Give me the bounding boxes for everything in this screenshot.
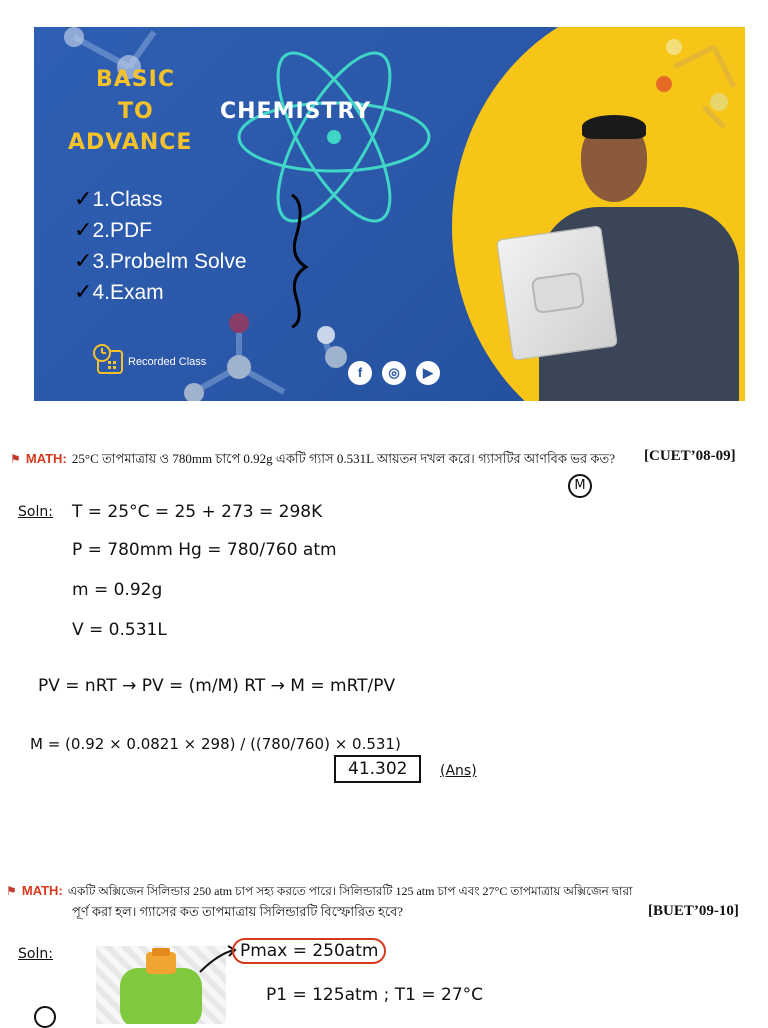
math-label: MATH: <box>21 883 63 898</box>
solution-label: Soln: <box>18 946 53 962</box>
title-line-1: BASIC <box>96 67 175 92</box>
check-icon: ✓ <box>74 218 93 243</box>
check-icon: ✓ <box>74 249 93 274</box>
instagram-icon[interactable]: ◎ <box>382 361 406 385</box>
exam-tag: [CUET’08-09] <box>644 448 736 464</box>
solution-line: PV = nRT → PV = (m/M) RT → M = mRT/PV <box>38 676 396 696</box>
question-text: একটি অক্সিজেন সিলিন্ডার 250 atm চাপ সহ্য করতে পারে। সিলিন্ডারটি 125 atm চাপ এবং 27°C তাপমাত্রায় অক্সিজেন দ্বারা <box>67 884 633 898</box>
feature-item: ✓1.Class <box>74 187 163 212</box>
feature-item: ✓3.Probelm Solve <box>74 249 247 274</box>
feature-item: ✓4.Exam <box>74 280 164 305</box>
solution-label: Soln: <box>18 504 53 520</box>
flag-icon: ⚑ <box>10 452 21 466</box>
exam-tag: [BUET’09-10] <box>648 903 739 919</box>
solution-line: P = 780mm Hg = 780/760 atm <box>72 540 337 560</box>
solution-line: T = 25°C = 25 + 273 = 298K <box>72 502 323 522</box>
play-icon <box>531 272 586 315</box>
solution-line: M = (0.92 × 0.0821 × 298) / ((780/760) × 0.531) <box>30 735 401 753</box>
check-icon: ✓ <box>74 280 93 305</box>
title-line-2: TO <box>118 99 154 124</box>
feature-item: ✓2.PDF <box>74 218 152 243</box>
answer-note: (Ans) <box>440 763 477 779</box>
math2-question-line-2: পূর্ণ করা হল। গ্যাসের কত তাপমাত্রায় সিলিন্ডারটি বিস্ফোরিত হবে? <box>72 904 404 919</box>
feature-list <box>74 187 247 311</box>
solution-line: m = 0.92g <box>72 580 163 600</box>
flag-icon: ⚑ <box>6 884 17 898</box>
check-icon: ✓ <box>74 187 93 212</box>
facebook-icon[interactable]: f <box>348 361 372 385</box>
answer-box: 41.302 <box>334 755 421 783</box>
calendar-clock-icon <box>92 343 124 375</box>
question-text: 25°C তাপমাত্রায় ও 780mm চাপে 0.92g একটি গ্যাস 0.531L আয়তন দখল করে। গ্যাসটির আণবিক ভর কত? <box>71 451 615 466</box>
p1-t1-values: P1 = 125atm ; T1 = 27°C <box>266 985 483 1005</box>
subject-title: CHEMISTRY <box>220 99 372 124</box>
margin-circle <box>34 1006 56 1028</box>
math2-question-line-1 <box>6 880 762 903</box>
solution-line: V = 0.531L <box>72 620 167 640</box>
course-banner <box>34 27 745 401</box>
pmax-value: Pmax = 250atm <box>232 938 386 964</box>
youtube-icon[interactable]: ▶ <box>416 361 440 385</box>
recorded-class-label: Recorded Class <box>128 356 207 368</box>
instructor-hair <box>582 115 646 139</box>
margin-note: M <box>568 474 592 498</box>
title-line-3: ADVANCE <box>68 130 193 155</box>
math-label: MATH: <box>25 451 67 466</box>
silver-play-button-plaque <box>496 225 618 361</box>
